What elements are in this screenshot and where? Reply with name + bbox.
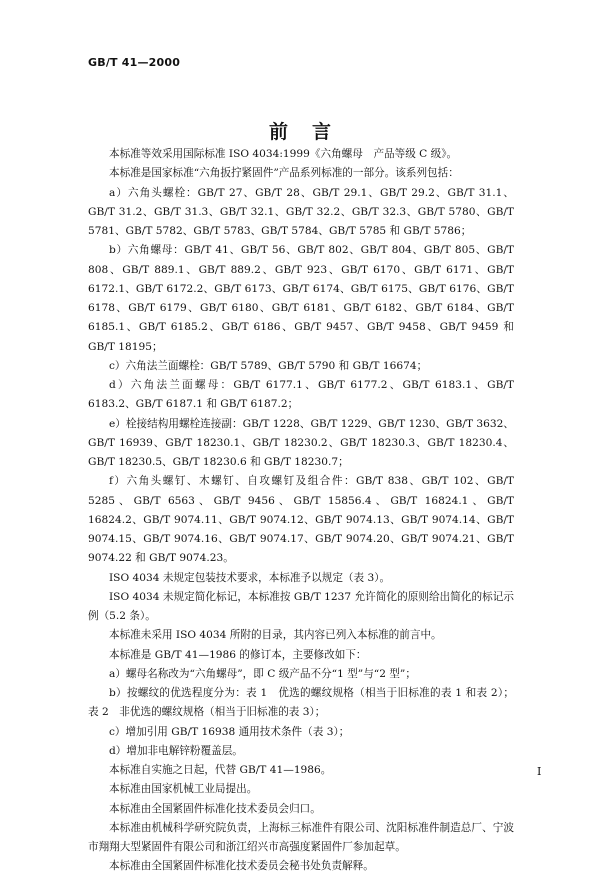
list-item: a）六角头螺栓：GB/T 27、GB/T 28、GB/T 29.1、GB/T 29.2、GB/T 31.1、GB/T 31.2、GB/T 31.3、GB/T 32.1、GB/T 32.2、GB/T 32.3、GB/T 5780、GB/T 5781、GB/T 5782、GB/T 5783、GB/T 5784、GB/T 5785 和 GB/T 5786；: [88, 186, 514, 237]
list-item: d）六角法兰面螺母：GB/T 6177.1、GB/T 6177.2、GB/T 6183.1、GB/T 6183.2、GB/T 6187.1 和 GB/T 6187.2；: [88, 379, 514, 411]
list-item: c）增加引用 GB/T 16938 通用技术条件（表 3）；: [109, 725, 350, 738]
foreword-body: [88, 145, 514, 877]
paragraph: 本标准由全国紧固件标准化技术委员会秘书处负责解释。: [109, 860, 374, 873]
paragraph: 本标准是国家标准“六角扳拧紧固件”产品系列标准的一部分。该系列包括：: [109, 167, 459, 180]
list-item: d）增加非电解锌粉覆盖层。: [109, 744, 243, 757]
list-item: b）按螺纹的优选程度分为：表 1 优选的螺纹规格（相当于旧标准的表 1 和表 2）；表 2 非优选的螺纹规格（相当于旧标准的表 3）；: [88, 687, 514, 719]
list-item: c）六角法兰面螺栓：GB/T 5789、GB/T 5790 和 GB/T 16674；: [109, 359, 428, 372]
paragraph: ISO 4034 未规定简化标记，本标准按 GB/T 1237 允许简化的原则给出简化的标记示例（5.2 条）。: [88, 590, 514, 622]
paragraph: 本标准由国家机械工业局提出。: [109, 783, 258, 796]
page-number: I: [537, 765, 542, 778]
paragraph: 本标准自实施之日起，代替 GB/T 41—1986。: [109, 764, 332, 776]
list-item: f）六角头螺钉、木螺钉、自攻螺钉及组合件：GB/T 838、GB/T 102、GB/T 5285、GB/T 6563、GB/T 9456、GB/T 15856.4、GB/T 16824.1、GB/T 16824.2、GB/T 9074.11、GB/T 9074.12、GB/T 9074.13、GB/T 9074.14、GB/T 9074.15、GB/T 9074.16、GB/T 9074.17、GB/T 9074.20、GB/T 9074.21、GB/T 9074.22 和 GB/T 9074.23。: [88, 475, 514, 565]
paragraph: 本标准由机械科学研究院负责，上海标三标准件有限公司、沈阳标准件制造总厂、宁波市翔翔大型紧固件有限公司和浙江绍兴市高强度紧固件厂参加起草。: [88, 821, 514, 853]
list-item: a）螺母名称改为“六角螺母”，即 C 级产品不分“1 型”与“2 型”；: [109, 667, 416, 680]
list-item: e）栓接结构用螺栓连接副：GB/T 1228、GB/T 1229、GB/T 1230、GB/T 3632、GB/T 16939、GB/T 18230.1、GB/T 18230.2、GB/T 18230.3、GB/T 18230.4、GB/T 18230.5、GB/T 18230.6 和 GB/T 18230.7；: [88, 417, 514, 468]
paragraph: 本标准等效采用国际标准 ISO 4034:1999《六角螺母 产品等级 C 级》。: [109, 148, 458, 160]
paragraph: ISO 4034 未规定包装技术要求，本标准予以规定（表 3）。: [109, 571, 391, 584]
standard-code: GB/T 41—2000: [88, 56, 181, 69]
paragraph: 本标准未采用 ISO 4034 所附的目录，其内容已列入本标准的前言中。: [109, 629, 442, 642]
paragraph: 本标准由全国紧固件标准化技术委员会归口。: [109, 802, 321, 815]
page-title: 前言: [268, 121, 355, 143]
paragraph: 本标准是 GB/T 41—1986 的修订本，主要修改如下：: [109, 648, 367, 661]
list-item: b）六角螺母：GB/T 41、GB/T 56、GB/T 802、GB/T 804、GB/T 805、GB/T 808、GB/T 889.1、GB/T 889.2、GB/T 923、GB/T 6170、GB/T 6171、GB/T 6172.1、GB/T 6172.2、GB/T 6173、GB/T 6174、GB/T 6175、GB/T 6176、GB/T 6178、GB/T 6179、GB/T 6180、GB/T 6181、GB/T 6182、GB/T 6184、GB/T 6185.1、GB/T 6185.2、GB/T 6186、GB/T 9457、GB/T 9458、GB/T 9459 和 GB/T 18195；: [88, 244, 514, 353]
